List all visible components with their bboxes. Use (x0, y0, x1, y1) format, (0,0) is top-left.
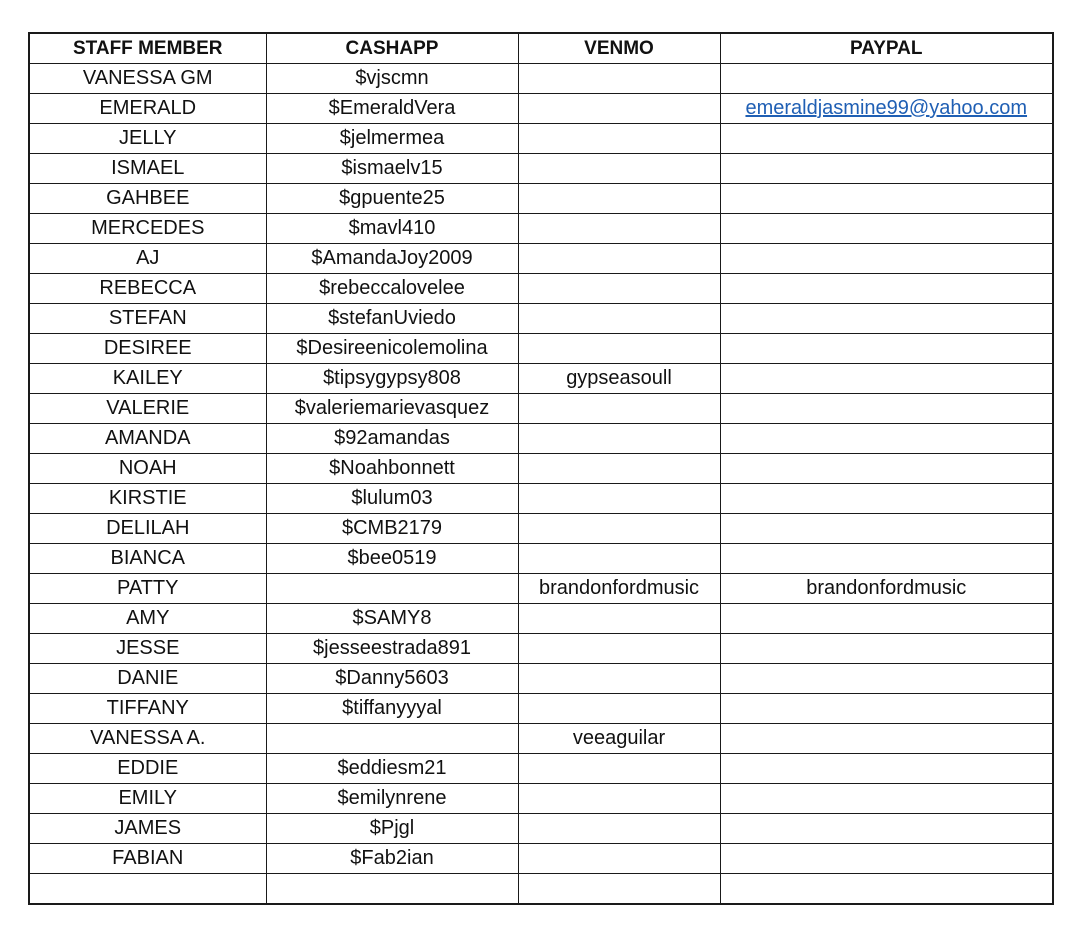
staff-member-cell: MERCEDES (29, 214, 266, 244)
paypal-cell (720, 244, 1053, 274)
cashapp-cell: $valeriemarievasquez (266, 394, 518, 424)
cashapp-cell: $Desireenicolemolina (266, 334, 518, 364)
staff-member-cell: VANESSA GM (29, 64, 266, 94)
cashapp-cell: $stefanUviedo (266, 304, 518, 334)
venmo-cell (518, 514, 720, 544)
venmo-cell: veeaguilar (518, 724, 720, 754)
venmo-cell (518, 394, 720, 424)
table-row (29, 604, 1053, 634)
table-row (29, 274, 1053, 304)
staff-member-cell: KIRSTIE (29, 484, 266, 514)
cashapp-cell: $rebeccalovelee (266, 274, 518, 304)
venmo-cell (518, 694, 720, 724)
venmo-cell: brandonfordmusic (518, 574, 720, 604)
staff-member-cell: REBECCA (29, 274, 266, 304)
paypal-cell (720, 784, 1053, 814)
header-venmo: VENMO (518, 33, 720, 64)
table-row (29, 814, 1053, 844)
table-row (29, 94, 1053, 124)
staff-member-cell: JESSE (29, 634, 266, 664)
cashapp-cell: $Danny5603 (266, 664, 518, 694)
staff-member-cell: KAILEY (29, 364, 266, 394)
venmo-cell (518, 424, 720, 454)
venmo-cell (518, 334, 720, 364)
table-row (29, 184, 1053, 214)
cashapp-cell: $lulum03 (266, 484, 518, 514)
table-row (29, 754, 1053, 784)
venmo-cell (518, 874, 720, 905)
venmo-cell (518, 154, 720, 184)
staff-member-cell: ISMAEL (29, 154, 266, 184)
paypal-cell (720, 514, 1053, 544)
staff-member-cell: BIANCA (29, 544, 266, 574)
cashapp-cell (266, 724, 518, 754)
venmo-cell (518, 274, 720, 304)
venmo-cell (518, 214, 720, 244)
paypal-cell (720, 304, 1053, 334)
cashapp-cell: $eddiesm21 (266, 754, 518, 784)
staff-member-cell: DANIE (29, 664, 266, 694)
venmo-cell (518, 754, 720, 784)
paypal-email-link[interactable]: emeraldjasmine99@yahoo.com (745, 97, 1028, 119)
staff-member-cell: EDDIE (29, 754, 266, 784)
cashapp-cell: $Pjgl (266, 814, 518, 844)
cashapp-cell (266, 574, 518, 604)
paypal-cell (720, 334, 1053, 364)
venmo-cell (518, 664, 720, 694)
table-row (29, 544, 1053, 574)
paypal-cell (720, 154, 1053, 184)
paypal-cell (720, 694, 1053, 724)
staff-payment-table (28, 32, 1054, 905)
cashapp-cell: $gpuente25 (266, 184, 518, 214)
table-row (29, 874, 1053, 905)
cashapp-cell: $emilynrene (266, 784, 518, 814)
venmo-cell (518, 484, 720, 514)
cashapp-cell: $jesseestrada891 (266, 634, 518, 664)
table-row (29, 784, 1053, 814)
paypal-cell (720, 124, 1053, 154)
staff-member-cell (29, 874, 266, 905)
paypal-cell (720, 604, 1053, 634)
staff-member-cell: JAMES (29, 814, 266, 844)
staff-member-cell: STEFAN (29, 304, 266, 334)
table-row (29, 844, 1053, 874)
staff-member-cell: DELILAH (29, 514, 266, 544)
cashapp-cell (266, 874, 518, 905)
staff-member-cell: VALERIE (29, 394, 266, 424)
paypal-cell (720, 634, 1053, 664)
table-row (29, 454, 1053, 484)
venmo-cell (518, 544, 720, 574)
table-row (29, 724, 1053, 754)
paypal-cell (720, 94, 1053, 124)
staff-member-cell: AJ (29, 244, 266, 274)
cashapp-cell: $vjscmn (266, 64, 518, 94)
header-staff-member: STAFF MEMBER (29, 33, 266, 64)
paypal-cell (720, 214, 1053, 244)
staff-member-cell: AMANDA (29, 424, 266, 454)
cashapp-cell: $92amandas (266, 424, 518, 454)
venmo-cell (518, 304, 720, 334)
paypal-cell (720, 424, 1053, 454)
paypal-cell: brandonfordmusic (720, 574, 1053, 604)
cashapp-cell: $mavl410 (266, 214, 518, 244)
venmo-cell (518, 124, 720, 154)
staff-member-cell: EMERALD (29, 94, 266, 124)
venmo-cell (518, 94, 720, 124)
table-row (29, 424, 1053, 454)
table-row (29, 574, 1053, 604)
table-row (29, 154, 1053, 184)
venmo-cell (518, 634, 720, 664)
venmo-cell (518, 784, 720, 814)
cashapp-cell: $bee0519 (266, 544, 518, 574)
staff-member-cell: EMILY (29, 784, 266, 814)
paypal-cell (720, 724, 1053, 754)
paypal-cell (720, 814, 1053, 844)
table-row (29, 514, 1053, 544)
venmo-cell (518, 604, 720, 634)
staff-member-cell: TIFFANY (29, 694, 266, 724)
venmo-cell (518, 244, 720, 274)
venmo-cell (518, 814, 720, 844)
table-row (29, 664, 1053, 694)
paypal-cell (720, 484, 1053, 514)
venmo-cell (518, 454, 720, 484)
staff-member-cell: GAHBEE (29, 184, 266, 214)
staff-member-cell: VANESSA A. (29, 724, 266, 754)
cashapp-cell: $SAMY8 (266, 604, 518, 634)
cashapp-cell: $ismaelv15 (266, 154, 518, 184)
paypal-cell (720, 364, 1053, 394)
header-row (29, 33, 1053, 64)
venmo-cell (518, 184, 720, 214)
paypal-cell (720, 184, 1053, 214)
paypal-cell (720, 394, 1053, 424)
paypal-cell (720, 274, 1053, 304)
header-cashapp: CASHAPP (266, 33, 518, 64)
staff-member-cell: PATTY (29, 574, 266, 604)
table-body (29, 64, 1053, 905)
cashapp-cell: $Fab2ian (266, 844, 518, 874)
table-row (29, 394, 1053, 424)
paypal-cell (720, 544, 1053, 574)
table-row (29, 244, 1053, 274)
cashapp-cell: $tiffanyyyal (266, 694, 518, 724)
paypal-cell (720, 844, 1053, 874)
table-row (29, 124, 1053, 154)
table-row (29, 484, 1053, 514)
paypal-cell (720, 664, 1053, 694)
table-row (29, 634, 1053, 664)
table-row (29, 364, 1053, 394)
staff-member-cell: DESIREE (29, 334, 266, 364)
cashapp-cell: $Noahbonnett (266, 454, 518, 484)
staff-member-cell: NOAH (29, 454, 266, 484)
table-row (29, 334, 1053, 364)
cashapp-cell: $CMB2179 (266, 514, 518, 544)
paypal-cell (720, 874, 1053, 905)
table-row (29, 64, 1053, 94)
staff-member-cell: FABIAN (29, 844, 266, 874)
header-paypal: PAYPAL (720, 33, 1053, 64)
venmo-cell (518, 64, 720, 94)
paypal-cell (720, 754, 1053, 784)
paypal-cell (720, 64, 1053, 94)
paypal-cell (720, 454, 1053, 484)
cashapp-cell: $EmeraldVera (266, 94, 518, 124)
venmo-cell: gypseasoull (518, 364, 720, 394)
staff-member-cell: JELLY (29, 124, 266, 154)
table-row (29, 694, 1053, 724)
cashapp-cell: $AmandaJoy2009 (266, 244, 518, 274)
table-row (29, 214, 1053, 244)
venmo-cell (518, 844, 720, 874)
cashapp-cell: $tipsygypsy808 (266, 364, 518, 394)
cashapp-cell: $jelmermea (266, 124, 518, 154)
table-row (29, 304, 1053, 334)
staff-member-cell: AMY (29, 604, 266, 634)
